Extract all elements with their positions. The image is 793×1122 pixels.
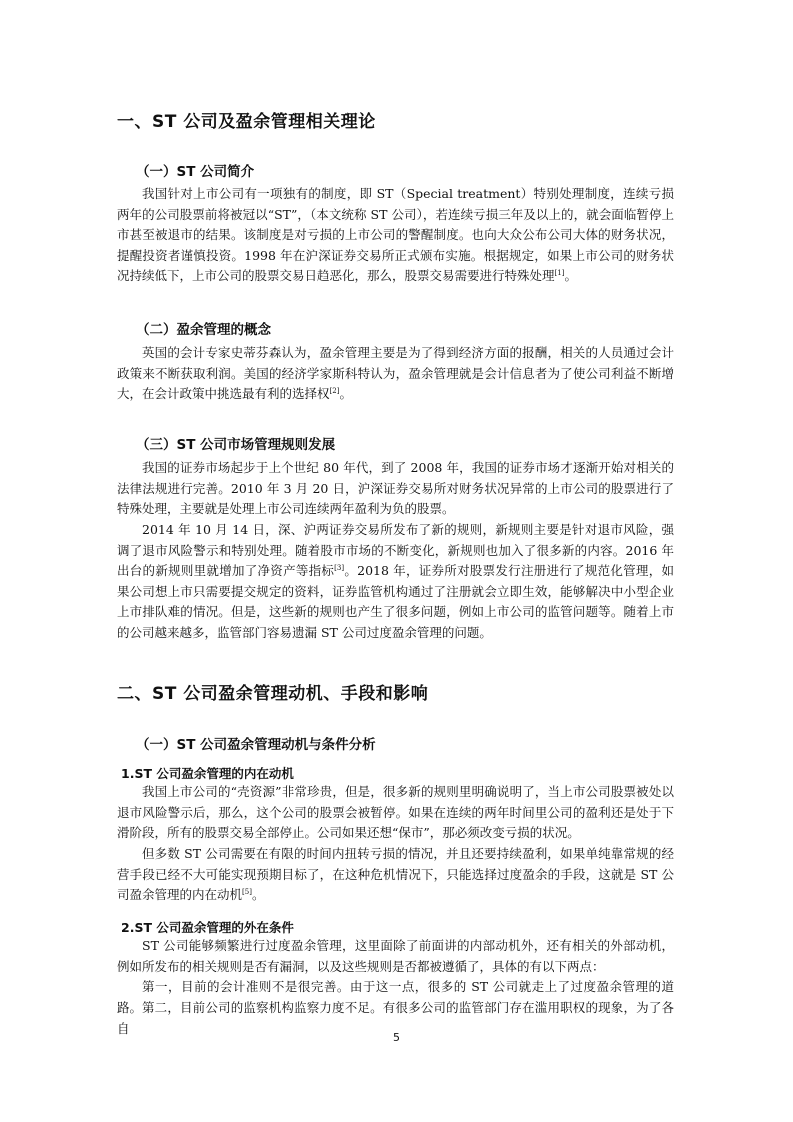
paragraph: 我国针对上市公司有一项独有的制度，即 ST（Special treatment）特别处理制度，连续亏损两年的公司股票前将被冠以“ST”，（本文统称 ST 公司），若连续亏损三年及以上的，就会面临暂停上市甚至被退市的结果。该制度是对亏损的上市公司的警醒制度。也向大众公布公司大体的财务状况，提醒投资者谨慎投资。1998 年在沪深证券交易所正式颁布实施。根据规定，如果上市公司的财务状况持续低下，上市公司的股票交易日趋恶化，那么，股票交易需要进行特殊处理[1]。 bbox=[117, 186, 674, 284]
paragraph: 第一，目前的会计准则不是很完善。由于这一点，很多的 ST 公司就走上了过度盈余管理的道路。 bbox=[117, 979, 674, 1015]
citation: [1] bbox=[554, 269, 565, 278]
paragraph: 英国的会计专家史蒂芬森认为，盈余管理主要是为了得到经济方面的报酬，相关的人员通过会计政策来不断获取利润。美国的经济学家斯科特认为，盈余管理就是会计信息者为了使公司利益不断增大，在会计政策中挑选最有利的选择权[2]。 bbox=[117, 345, 674, 402]
subsection-1-2-heading: （二）盈余管理的概念 bbox=[136, 322, 271, 338]
item-1-heading: 1.ST 公司盈余管理的内在动机 bbox=[121, 766, 294, 781]
subsection-1-3-heading: （三）ST 公司市场管理规则发展 bbox=[136, 437, 336, 453]
paragraph: 第二，目前公司的监察机构监察力度不足。有很多公司的监管部门存在滥用职权的现象，为了各自 bbox=[117, 1000, 674, 1036]
section-1-heading: 一、ST 公司及盈余管理相关理论 bbox=[117, 112, 376, 132]
section-2-heading: 二、ST 公司盈余管理动机、手段和影响 bbox=[117, 684, 429, 704]
subsection-2-1-heading: （一）ST 公司盈余管理动机与条件分析 bbox=[136, 737, 376, 753]
item-2-heading: 2.ST 公司盈余管理的外在条件 bbox=[121, 920, 294, 935]
paragraph: 但多数 ST 公司需要在有限的时间内扭转亏损的情况，并且还要持续盈利，如果单纯靠常规的经营手段已经不大可能实现预期目标了，在这种危机情况下，只能选择过度盈余的手段，这就是 ST 公司盈余管理的内在动机[5]。 bbox=[117, 846, 674, 903]
page-number: 5 bbox=[393, 1031, 400, 1044]
citation: [2] bbox=[329, 387, 340, 396]
citation: [5] bbox=[242, 888, 252, 897]
paragraph: ST 公司能够频繁进行过度盈余管理，这里面除了前面讲的内部动机外，还有相关的外部动机，例如所发布的相关规则是否有漏洞，以及这些规则是否都被遵循了，具体的有以下两点： bbox=[117, 938, 674, 974]
paragraph: 2014 年 10 月 14 日，深、沪两证券交易所发布了新的规则，新规则主要是针对退市风险，强调了退市风险警示和特别处理。随着股市市场的不断变化，新规则也加入了很多新的内容。2016 年出台的新规则里就增加了净资产等指标[3]。2018 年，证券所对股票发行注册进行了规范化管理，如果公司想上市只需要提交规定的资料，证券监管机构通过了注册就会立即生效，能够解决中小型企业上市排队难的情况。但是，这些新的规则也产生了很多问题，例如上市公司的监管问题等。随着上市的公司越来越多，监管部门容易遗漏 ST 公司过度盈余管理的问题。 bbox=[117, 522, 674, 640]
paragraph: 我国上市公司的“壳资源”非常珍贵，但是，很多新的规则里明确说明了，当上市公司股票被处以退市风险警示后，那么，这个公司的股票会被暂停。如果在连续的两年时间里公司的盈利还是处于下滑阶段，所有的股票交易全部停止。公司如果还想“保市”，那必须改变亏损的状况。 bbox=[117, 784, 674, 841]
subsection-1-1-heading: （一）ST 公司简介 bbox=[136, 164, 255, 180]
citation: [3] bbox=[334, 564, 345, 573]
paragraph: 我国的证券市场起步于上个世纪 80 年代，到了 2008 年，我国的证券市场才逐渐开始对相关的法律法规进行完善。2010 年 3 月 20 日，沪深证券交易所对财务状况异常的上市公司的股票进行了特殊处理，主要就是处理上市公司连续两年盈利为负的股票。 bbox=[117, 460, 674, 517]
